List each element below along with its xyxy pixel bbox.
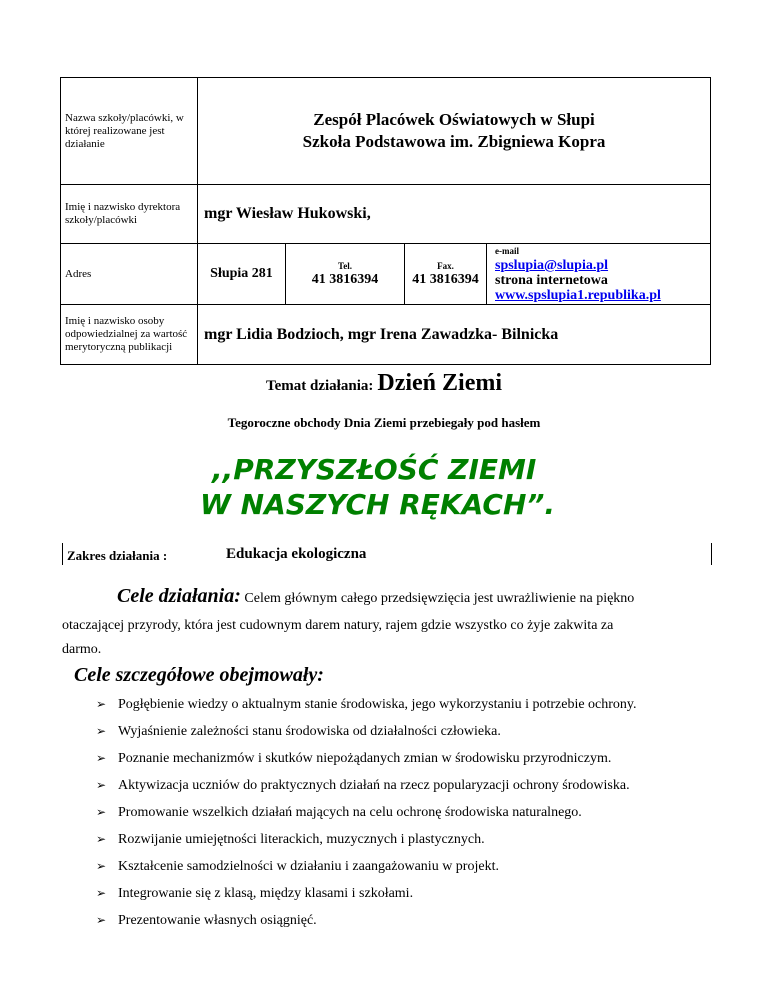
- slogan-line1: ,,PRZYSZŁOŚĆ ZIEMI: [212, 453, 537, 486]
- school-name-cell: [198, 78, 711, 185]
- scope-row: [62, 543, 712, 565]
- arrow-bullet-icon: ➢: [96, 886, 107, 900]
- list-item: ➢ Pogłębienie wiedzy o aktualnym stanie środowiska, jego wykorzystaniu i potrzebie ochrony.: [96, 697, 637, 712]
- topic-line: [0, 370, 768, 397]
- topic-label: Temat działania:: [265, 378, 374, 394]
- goals-line1: [117, 584, 715, 611]
- director-label: Imię i nazwisko dyrektora szkoły/placówki: [61, 185, 198, 244]
- address-label: Adres: [61, 244, 198, 305]
- arrow-bullet-icon: ➢: [96, 832, 107, 846]
- contact-cell: [487, 244, 711, 305]
- list-item: ➢ Rozwijanie umiejętności literackich, muzycznych i plastycznych.: [96, 832, 485, 847]
- goals-text-line2: otaczającej przyrody, która jest cudownym darem natury, rajem gdzie wszystko co żyje zakwita za: [62, 618, 614, 633]
- fax-cell: [405, 244, 487, 305]
- school-name-line2: Szkoła Podstawowa im. Zbigniewa Kopra: [302, 132, 606, 151]
- arrow-bullet-icon: ➢: [96, 859, 107, 873]
- tel-value: 41 3816394: [311, 272, 379, 287]
- arrow-bullet-icon: ➢: [96, 697, 107, 711]
- intro-text: Tegoroczne obchody Dnia Ziemi przebiegały pod hasłem: [227, 415, 541, 430]
- fax-label: Fax.: [437, 261, 454, 271]
- website-link[interactable]: www.spslupia1.republika.pl: [495, 288, 661, 303]
- info-table: [60, 77, 711, 365]
- school-name-label: Nazwa szkoły/placówki, w której realizowane jest działanie: [61, 78, 198, 185]
- list-item: ➢ Integrowanie się z klasą, między klasami i szkołami.: [96, 886, 414, 901]
- list-item: ➢ Prezentowanie własnych osiągnięć.: [96, 913, 317, 928]
- director-name: mgr Wiesław Hukowski,: [198, 185, 711, 244]
- list-item: ➢ Aktywizacja uczniów do praktycznych działań na rzecz popularyzacji ochrony środowiska.: [96, 778, 630, 793]
- list-item: ➢ Promowanie wszelkich działań mających na celu ochronę środowiska naturalnego.: [96, 805, 582, 820]
- goals-heading: Cele działania:: [117, 585, 241, 607]
- scope-value: Edukacja ekologiczna: [226, 546, 367, 562]
- goals-text-line1: Celem głównym całego przedsięwzięcia jest uwrażliwienie na piękno: [244, 591, 635, 606]
- fax-value: 41 3816394: [412, 272, 479, 287]
- scope-label: Zakres działania :: [67, 548, 168, 563]
- address-value: Słupia 281: [198, 244, 286, 305]
- tel-label: Tel.: [338, 261, 352, 271]
- detailed-goals-heading: Cele szczegółowe obejmowały:: [74, 664, 324, 686]
- list-item: ➢ Kształcenie samodzielności w działaniu i zaangażowaniu w projekt.: [96, 859, 499, 874]
- arrow-bullet-icon: ➢: [96, 913, 107, 927]
- detailed-goals-list: [96, 696, 637, 939]
- school-name-line1: Zespół Placówek Oświatowych w Słupi: [313, 110, 595, 129]
- slogan-line2: W NASZYCH RĘKACH”.: [200, 488, 556, 521]
- responsible-label: Imię i nazwisko osoby odpowiedzialnej za wartość merytoryczną publikacji: [61, 305, 198, 365]
- responsible-names: mgr Lidia Bodzioch, mgr Irena Zawadzka- Bilnicka: [198, 305, 711, 365]
- list-item: ➢ Wyjaśnienie zależności stanu środowiska od działalności człowieka.: [96, 724, 501, 739]
- arrow-bullet-icon: ➢: [96, 724, 107, 738]
- arrow-bullet-icon: ➢: [96, 751, 107, 765]
- goals-text-line3: darmo.: [62, 642, 102, 657]
- topic-value: Dzień Ziemi: [377, 370, 502, 396]
- arrow-bullet-icon: ➢: [96, 778, 107, 792]
- arrow-bullet-icon: ➢: [96, 805, 107, 819]
- list-item: ➢ Poznanie mechanizmów i skutków niepożądanych zmian w środowisku przyrodniczym.: [96, 751, 612, 766]
- email-label: e-mail: [495, 246, 519, 256]
- tel-cell: [286, 244, 405, 305]
- website-label: strona internetowa: [495, 273, 608, 288]
- email-link[interactable]: spslupia@slupia.pl: [495, 258, 609, 273]
